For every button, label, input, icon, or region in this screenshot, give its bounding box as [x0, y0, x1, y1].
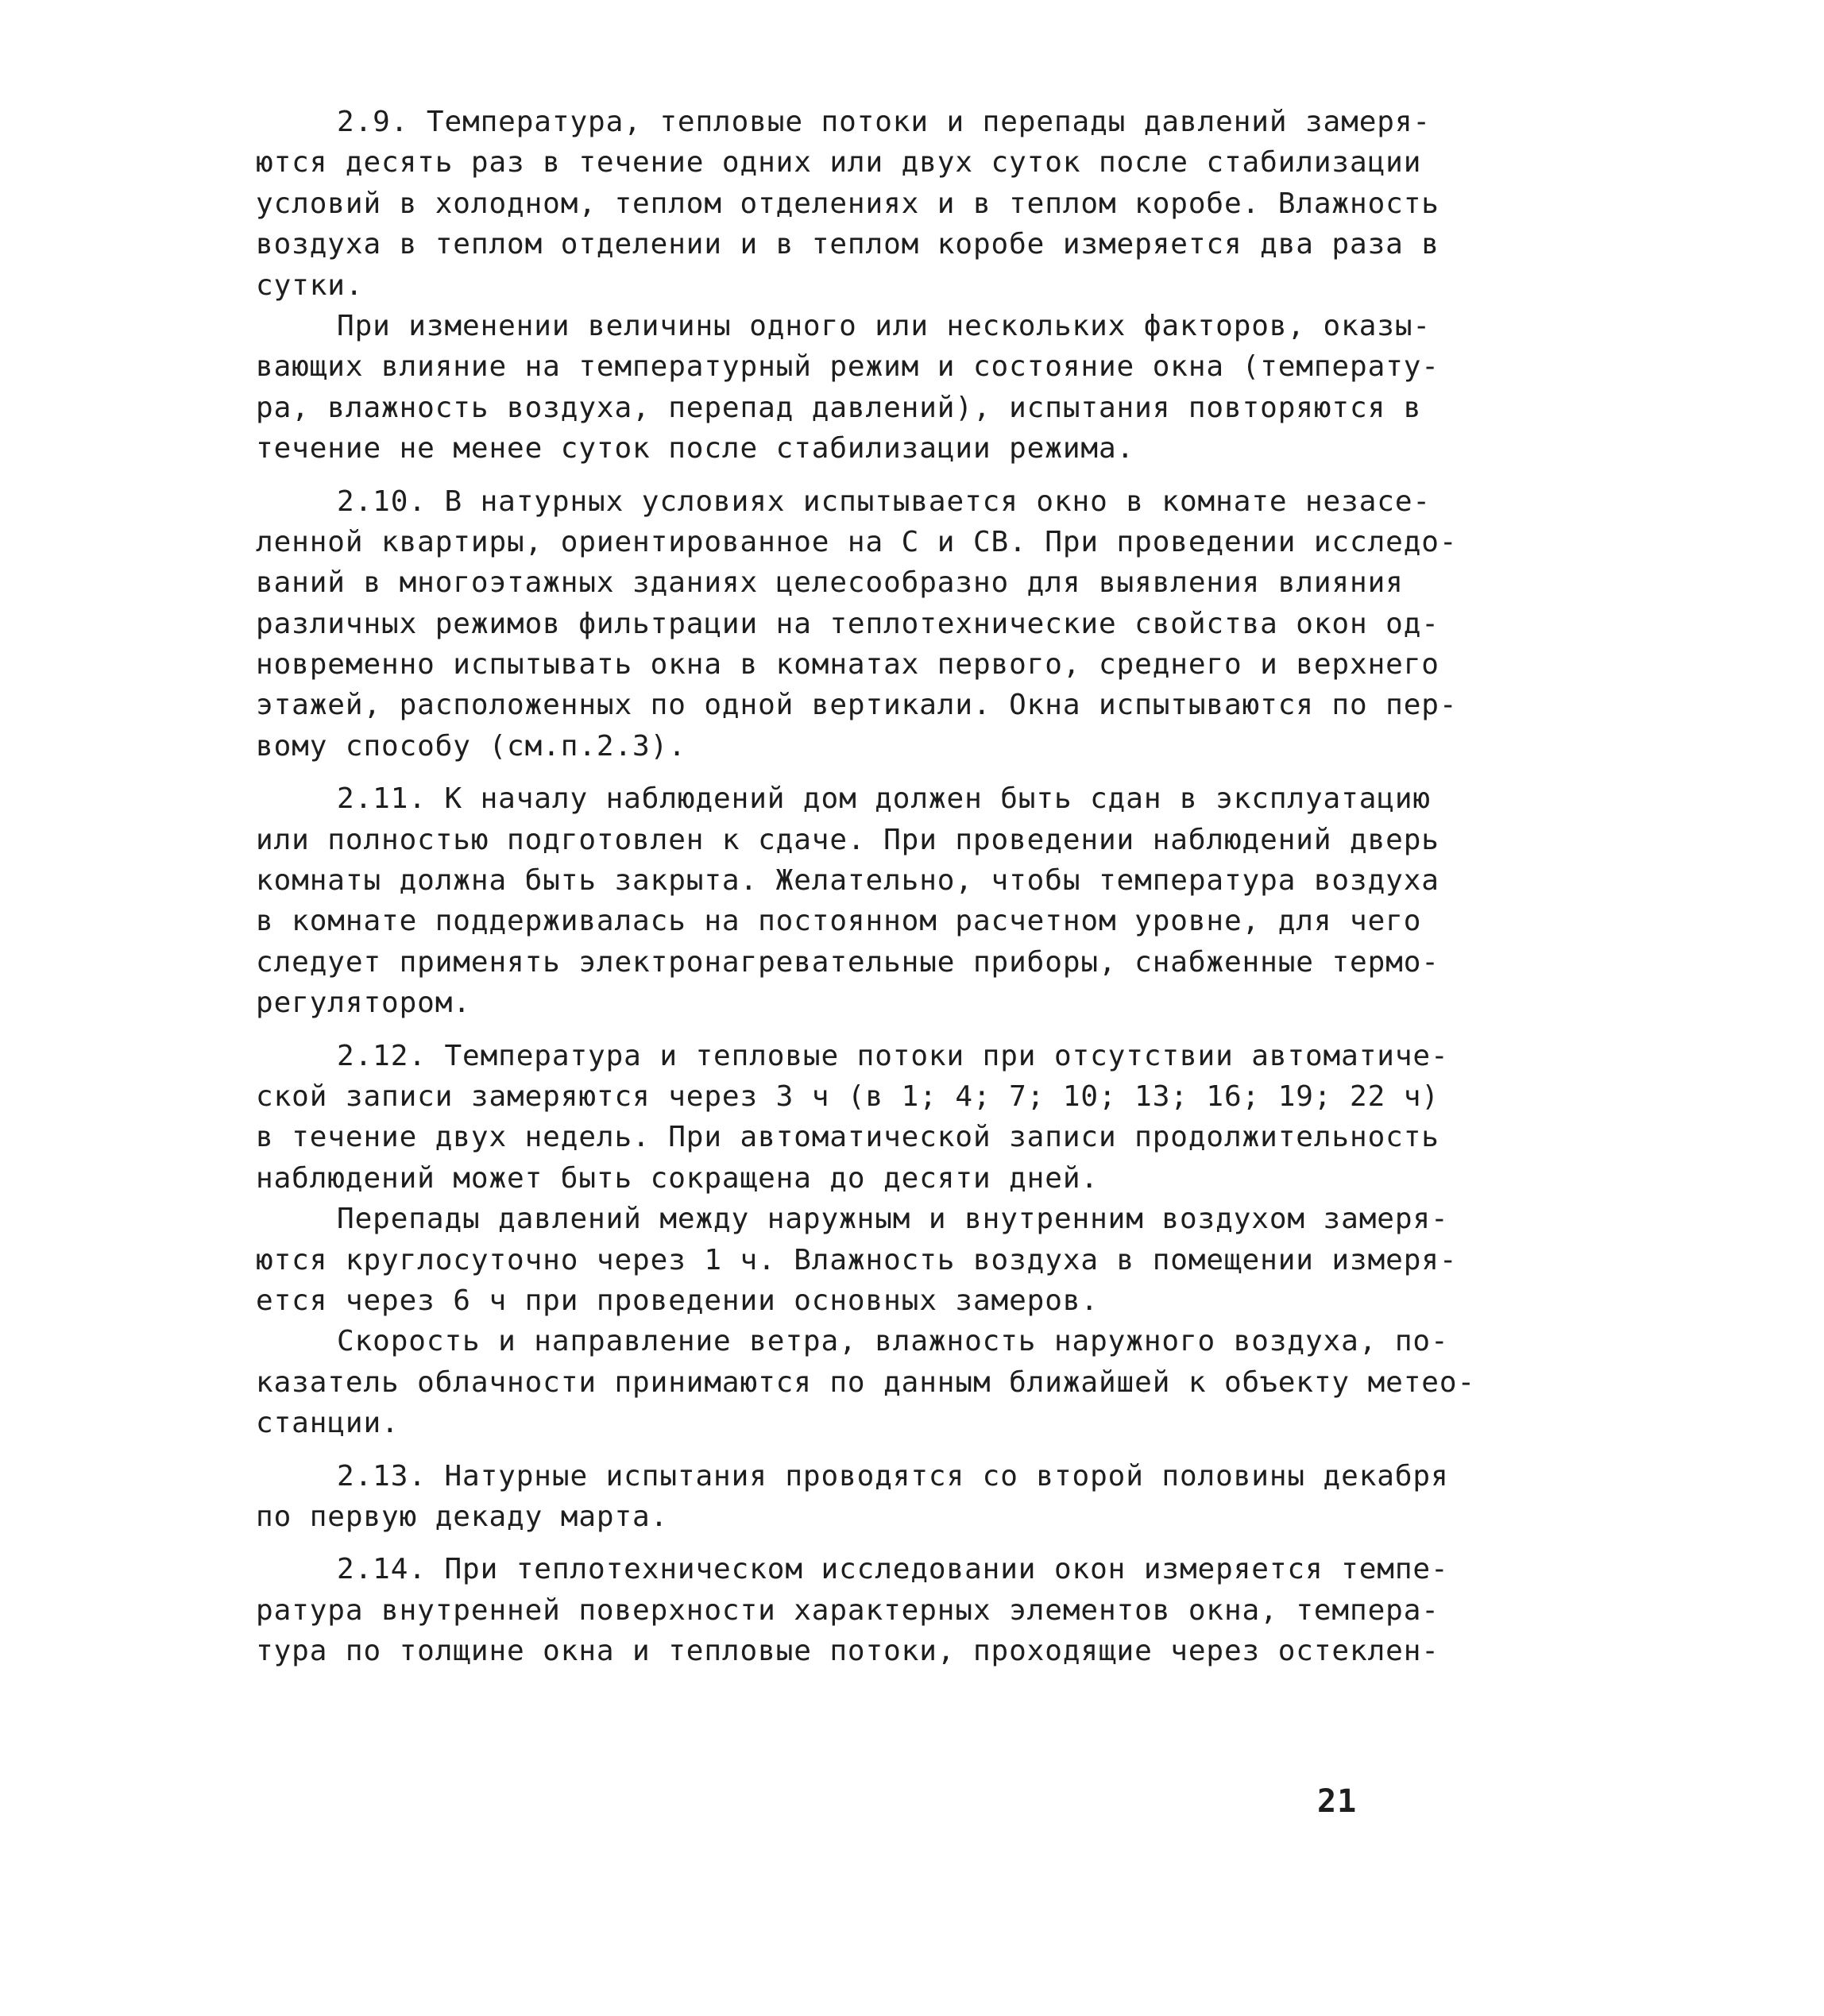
paragraph-2-10	[256, 481, 1458, 767]
text-line: следует применять электронагревательные приборы, снабженные термо-	[256, 945, 1439, 979]
text-line: течение не менее суток после стабилизации режима.	[256, 432, 1135, 465]
page-number: 21	[1317, 1783, 1358, 1820]
text-line: комнаты должна быть закрыта. Желательно, чтобы температура воздуха	[256, 864, 1439, 898]
text-line: в течение двух недель. При автоматической записи продолжительность	[256, 1121, 1439, 1154]
text-line: новременно испытывать окна в комнатах первого, среднего и верхнего	[256, 648, 1439, 682]
text-line: регулятором.	[256, 987, 471, 1020]
paragraph-factors	[256, 306, 1439, 469]
text-line: ратура внутренней поверхности характерных элементов окна, темпера-	[256, 1593, 1439, 1627]
text-line: различных режимов фильтрации на теплотехнические свойства окон од-	[256, 607, 1439, 640]
text-line: условий в холодном, теплом отделениях и в теплом коробе. Влажность	[256, 187, 1439, 220]
paragraph-2-9	[256, 102, 1439, 306]
text-line: При изменении величины одного или нескольких факторов, оказы-	[337, 309, 1432, 342]
text-line: казатель облачности принимаются по данным ближайшей к объекту метео-	[256, 1365, 1476, 1399]
text-line: этажей, расположенных по одной вертикали. Окна испытываются по пер-	[256, 689, 1458, 722]
text-line: вому способу (см.п.2.3).	[256, 729, 686, 763]
paragraph-2-14	[256, 1549, 1449, 1671]
body-text	[256, 102, 1476, 1671]
text-line: ется через 6 ч при проведении основных замеров.	[256, 1284, 1099, 1317]
text-line: 2.13. Натурные испытания проводятся со второй половины декабря	[337, 1459, 1449, 1493]
text-line: воздуха в теплом отделении и в теплом коробе измеряется два раза в	[256, 228, 1439, 261]
paragraph-2-12	[256, 1036, 1449, 1199]
text-line: 2.10. В натурных условиях испытывается окно в комнате незасе-	[337, 485, 1432, 518]
paragraph-2-11	[256, 778, 1439, 1023]
text-line: ленной квартиры, ориентированное на С и СВ. При проведении исследо-	[256, 525, 1458, 558]
text-line: Скорость и направление ветра, влажность наружного воздуха, по-	[337, 1325, 1449, 1358]
text-line: ваний в многоэтажных зданиях целесообразно для выявления влияния	[256, 566, 1404, 600]
paragraph-wind	[256, 1321, 1476, 1443]
text-line: 2.11. К началу наблюдений дом должен быть сдан в эксплуатацию	[337, 782, 1432, 816]
text-line: Перепады давлений между наружным и внутренним воздухом замеря-	[337, 1203, 1449, 1236]
text-line: по первую декаду марта.	[256, 1500, 669, 1533]
text-line: сутки.	[256, 268, 364, 302]
text-line: или полностью подготовлен к сдаче. При проведении наблюдений дверь	[256, 823, 1439, 856]
text-line: ются круглосуточно через 1 ч. Влажность воздуха в помещении измеря-	[256, 1243, 1458, 1276]
paragraph-pressure	[256, 1199, 1458, 1321]
text-line: 2.12. Температура и тепловые потоки при отсутствии автоматиче-	[337, 1039, 1449, 1072]
text-line: 2.9. Температура, тепловые потоки и перепады давлений замеря-	[337, 106, 1432, 138]
text-line: вающих влияние на температурный режим и состояние окна (температу-	[256, 350, 1439, 384]
text-line: ра, влажность воздуха, перепад давлений), испытания повторяются в	[256, 391, 1422, 424]
text-line: ются десять раз в течение одних или двух суток после стабилизации	[256, 146, 1422, 180]
text-line: ской записи замеряются через 3 ч (в 1; 4; 7; 10; 13; 16; 19; 22 ч)	[256, 1079, 1439, 1113]
paragraph-2-13	[256, 1456, 1449, 1538]
text-line: тура по толщине окна и тепловые потоки, проходящие через остеклен-	[256, 1635, 1439, 1668]
text-line: в комнате поддерживалась на постоянном расчетном уровне, для чего	[256, 905, 1422, 938]
text-line: наблюдений может быть сокращена до десяти дней.	[256, 1161, 1099, 1195]
text-line: 2.14. При теплотехническом исследовании окон измеряется темпе-	[337, 1553, 1449, 1586]
text-line: станции.	[256, 1407, 400, 1440]
